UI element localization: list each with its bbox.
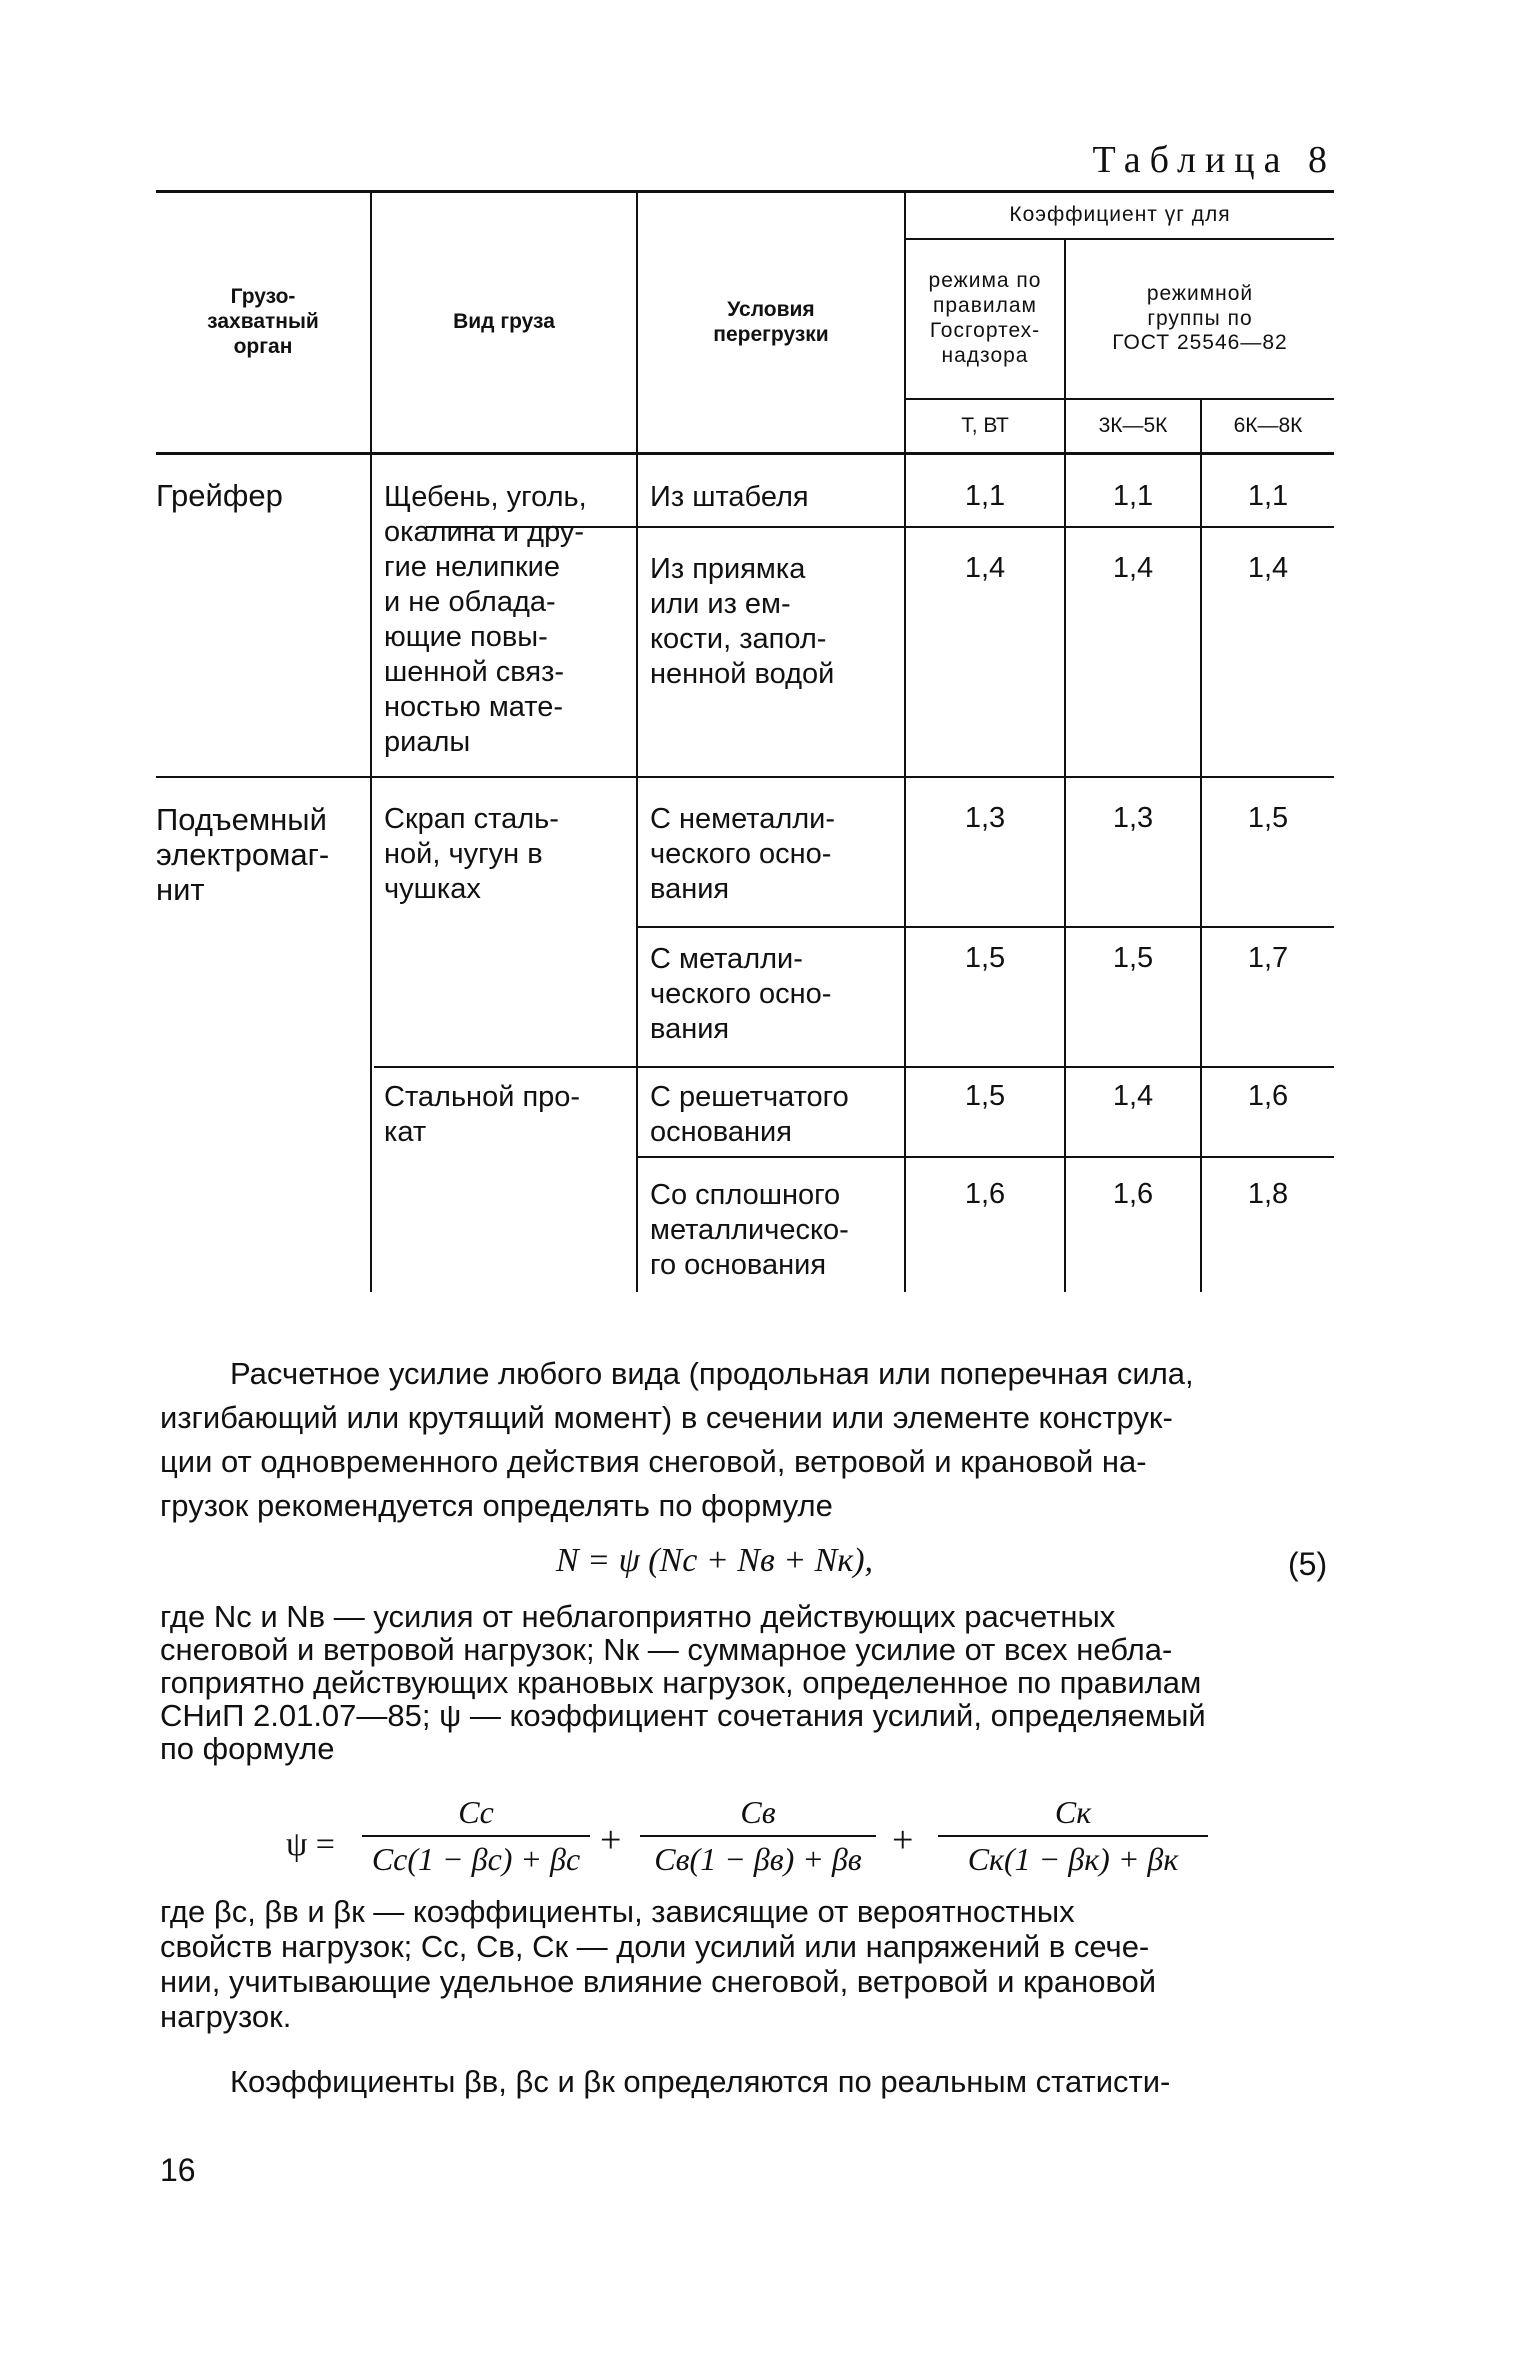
row-rule-4 [374, 1066, 1334, 1068]
coefficient-table [156, 190, 1334, 1292]
value-3k-5k: 1,5 [1112, 942, 1154, 974]
plus-sign: + [892, 1819, 914, 1861]
header-sub-3k-5k: 3К—5К [1098, 413, 1168, 437]
organ-cell: Подъемный электромаг- нит [156, 802, 330, 907]
condition-cell: С металли- ческого осно- вания [650, 943, 832, 1045]
value-6k-8k: 1,7 [1247, 942, 1289, 974]
header-bottom-rule [156, 452, 1334, 455]
condition-cell: Со сплошного металлическо- го основания [650, 1179, 849, 1281]
fraction-bar [362, 1835, 590, 1837]
psi-lhs: ψ = [286, 1826, 335, 1863]
fraction-snow-numerator: Cс [458, 1794, 494, 1830]
row-rule-2 [156, 776, 1334, 778]
value-t-vt: 1,5 [964, 1080, 1006, 1112]
value-3k-5k: 1,4 [1112, 552, 1154, 584]
value-6k-8k: 1,8 [1247, 1178, 1289, 1210]
header-coef-group: Коэффициент γг для [1009, 203, 1231, 227]
fraction-wind [640, 1794, 876, 1878]
fraction-crane [938, 1794, 1208, 1878]
value-t-vt: 1,6 [964, 1178, 1006, 1210]
header-regime-gost: режимной группы по ГОСТ 25546—82 [1112, 281, 1288, 355]
header-sub-6k-8k: 6К—8К [1233, 413, 1303, 437]
page-number: 16 [160, 2152, 196, 2188]
value-6k-8k: 1,5 [1247, 802, 1289, 834]
value-3k-5k: 1,1 [1112, 480, 1154, 512]
condition-cell: С решетчатого основания [650, 1081, 849, 1148]
paragraph-1: Расчетное усилие любого вида (продольная или поперечная сила, изгибающий или крутящий момент) в сечении или элементе конструк- ции от одновременного действия снеговой, ветровой и крановой на- грузок рекомендуется определять по формуле [160, 1356, 1194, 1523]
fraction-bar [938, 1835, 1208, 1837]
fraction-wind-denominator: Cв(1 − βв) + βв [654, 1841, 862, 1877]
value-t-vt: 1,4 [964, 552, 1006, 584]
fraction-snow-denominator: Cс(1 − βс) + βс [371, 1841, 581, 1877]
col-rule-5 [1200, 400, 1202, 1292]
value-6k-8k: 1,1 [1247, 480, 1289, 512]
paragraph-3: где βс, βв и βк — коэффициенты, зависящие от вероятностных свойств нагрузок; Cс, Cв, Cк — доли усилий или напряжений в сече- нии, учитывающие удельное влияние снеговой, ветровой и крановой нагрузок. [160, 1894, 1157, 2034]
value-t-vt: 1,5 [964, 942, 1006, 974]
paragraph-4: Коэффициенты βв, βс и βк определяются по реальным статисти- [230, 2064, 1171, 2099]
equation-number: (5) [1288, 1546, 1328, 1582]
fraction-crane-numerator: Cк [1054, 1794, 1092, 1830]
organ-cell: Грейфер [156, 478, 283, 513]
value-3k-5k: 1,4 [1112, 1080, 1154, 1112]
fraction-bar [640, 1835, 876, 1837]
row-rule-5 [636, 1156, 1334, 1158]
paragraph-2: где Nс и Nв — усилия от неблагоприятно действующих расчетных снеговой и ветровой нагрузок; Nк — суммарное усилие от всех небла- гоприятно действующих крановых нагрузок, определенное по правилам СНиП 2.01.07—85; ψ — коэффициент сочетания усилий, определяемый по формуле [160, 1599, 1206, 1766]
table-caption: Таблица 8 [1092, 139, 1336, 181]
header-conditions: Условия перегрузки [713, 297, 829, 346]
plus-sign: + [600, 1819, 622, 1861]
value-3k-5k: 1,3 [1112, 802, 1154, 834]
value-t-vt: 1,3 [964, 802, 1006, 834]
condition-cell: Из приямка или из ем- кости, запол- ненной водой [650, 553, 835, 690]
value-6k-8k: 1,4 [1247, 552, 1289, 584]
value-3k-5k: 1,6 [1112, 1178, 1154, 1210]
header-sub-t-vt: Т, ВТ [961, 413, 1009, 437]
formula-5: N = ψ (Nс + Nв + Nк), [556, 1542, 874, 1579]
header-organ: Грузо- захватный орган [207, 285, 319, 358]
row-rule-3 [636, 926, 1334, 928]
cargo-cell: Скрап сталь- ной, чугун в чушках [384, 803, 559, 905]
value-t-vt: 1,1 [964, 480, 1006, 512]
header-regime-rules: режима по правилам Госгортех- надзора [928, 269, 1042, 367]
cargo-cell: Щебень, уголь, окалина и дру- гие нелипкие и не облада- ющие повы- шенной связ- ностью мате- риалы [384, 481, 587, 758]
fraction-crane-denominator: Cк(1 − βк) + βк [967, 1841, 1179, 1877]
header-cargo: Вид груза [453, 310, 555, 334]
condition-cell: С неметалли- ческого осно- вания [650, 803, 836, 905]
value-6k-8k: 1,6 [1247, 1080, 1289, 1112]
fraction-wind-numerator: Cв [740, 1794, 776, 1830]
cargo-cell: Стальной про- кат [384, 1081, 581, 1148]
condition-cell: Из штабеля [650, 481, 809, 513]
fraction-snow [362, 1794, 590, 1878]
